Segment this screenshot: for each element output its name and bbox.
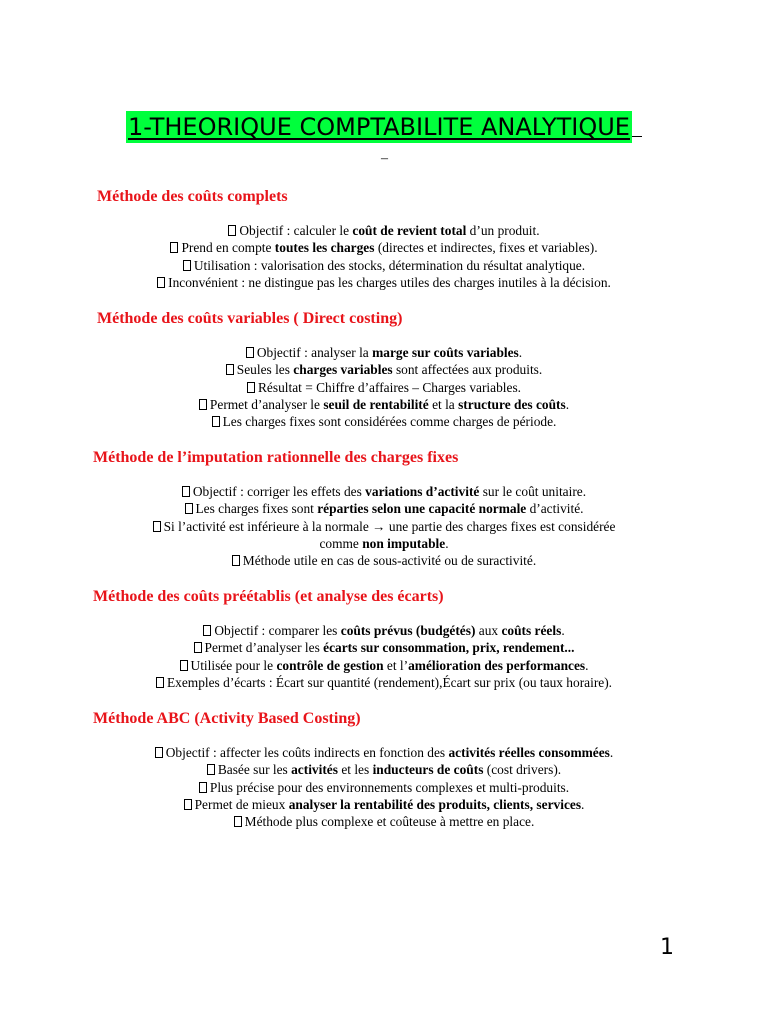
bold-text: coût de revient total: [352, 223, 467, 238]
bullet-box-icon: [156, 677, 164, 688]
list-item: [0, 379, 768, 396]
bullet-box-icon: [203, 625, 211, 636]
bold-text: marge sur coûts variables: [372, 345, 519, 360]
list-item: [0, 274, 768, 291]
text: Les charges fixes sont considérées comme charges de période.: [222, 414, 557, 430]
bullet-box-icon: [207, 764, 215, 775]
text: Permet d’analyser le: [209, 396, 324, 412]
text: Inconvénient : ne distingue pas les charges utiles des charges inutiles à la décision.: [168, 274, 611, 290]
text: d’activité.: [526, 501, 584, 517]
bullet-box-icon: [199, 782, 207, 793]
bullet-box-icon: [155, 747, 163, 758]
text: sur le coût unitaire.: [479, 484, 587, 499]
bullet-box-icon: [234, 816, 242, 827]
bold-text: seuil de rentabilité: [323, 396, 429, 412]
text: Méthode plus complexe et coûteuse à mettre en place.: [244, 814, 535, 830]
list-item: [0, 761, 768, 778]
bullet-box-icon: [194, 642, 202, 653]
section-heading-couts-complets: Méthode des coûts complets: [97, 188, 288, 205]
section-body: [0, 744, 768, 830]
text: .: [585, 657, 589, 673]
bullet-box-icon: [157, 277, 165, 288]
text: Objectif : comparer les: [214, 623, 341, 638]
list-item: [0, 622, 768, 639]
bold-text: variations d’activité: [365, 484, 480, 499]
list-item: [0, 796, 768, 813]
list-item: [0, 413, 768, 430]
list-item: [0, 552, 768, 569]
text: .: [445, 535, 449, 551]
bullet-box-icon: [247, 382, 255, 393]
text: et la: [428, 396, 459, 412]
list-item: [0, 257, 768, 274]
bullet-box-icon: [228, 225, 236, 236]
section-body: [0, 483, 768, 569]
section-heading-couts-preetablis: Méthode des coûts préétablis (et analyse des écarts): [93, 588, 444, 605]
list-item: [0, 500, 768, 517]
page-number: 1: [660, 935, 674, 960]
text: sont affectées aux produits.: [392, 362, 543, 378]
bullet-box-icon: [153, 521, 161, 532]
bold-text: réparties selon une capacité normale: [317, 501, 527, 517]
list-item: [0, 657, 768, 674]
text: .: [581, 796, 585, 812]
section-body: [0, 344, 768, 430]
text: .: [561, 623, 565, 638]
text: .: [518, 345, 523, 360]
title-underline-tail: [632, 111, 642, 137]
bold-text: coûts réels: [501, 623, 562, 638]
text: Prend en compte: [181, 240, 275, 256]
text: Seules les: [236, 362, 294, 378]
list-item: [0, 674, 768, 691]
text: .: [565, 396, 570, 412]
section-heading-abc: Méthode ABC (Activity Based Costing): [93, 710, 361, 727]
bold-text: activités réelles consommées: [448, 745, 610, 760]
bold-text: non imputable: [362, 535, 446, 551]
bold-text: analyser la rentabilité des produits, clients, services: [288, 796, 582, 812]
text: Basée sur les: [217, 762, 292, 778]
bullet-box-icon: [185, 503, 193, 514]
list-item: [0, 361, 768, 378]
section-heading-imputation-rationnelle: Méthode de l’imputation rationnelle des charges fixes: [93, 449, 459, 466]
text: Permet de mieux: [194, 796, 289, 812]
section-body: [0, 222, 768, 291]
text: Exemples d’écarts : Écart sur quantité (rendement),Écart sur prix (ou taux horaire).: [166, 674, 613, 690]
bold-text: toutes les charges: [274, 240, 375, 256]
page-title: 1-THEORIQUE COMPTABILITE ANALYTIQUE: [128, 113, 630, 141]
bullet-box-icon: [246, 347, 254, 358]
text: .: [609, 745, 614, 760]
list-item: [0, 779, 768, 796]
list-item: [0, 813, 768, 830]
text: (cost drivers).: [483, 762, 562, 778]
text: et l’: [383, 657, 409, 673]
bullet-box-icon: [180, 660, 188, 671]
text: Les charges fixes sont: [195, 501, 318, 517]
list-item: [0, 744, 768, 761]
text: Résultat = Chiffre d’affaires – Charges variables.: [257, 379, 521, 395]
text: Méthode utile en cas de sous-activité ou de suractivité.: [242, 553, 537, 569]
bullet-box-icon: [184, 799, 192, 810]
text: Utilisée pour le: [190, 657, 277, 673]
bold-text: structure des coûts: [458, 396, 566, 412]
bold-text: contrôle de gestion: [276, 657, 384, 673]
list-item: [0, 239, 768, 256]
section-heading-couts-variables: Méthode des coûts variables ( Direct costing): [97, 310, 403, 327]
bullet-box-icon: [183, 260, 191, 271]
text: Objectif : affecter les coûts indirects en fonction des: [165, 745, 449, 760]
bold-text: charges variables: [293, 362, 393, 378]
text: Objectif : corriger les effets des: [192, 484, 366, 499]
text: comme: [319, 535, 363, 551]
bullet-box-icon: [226, 364, 234, 375]
list-item: [0, 344, 768, 361]
list-item: [0, 518, 768, 535]
text: Utilisation : valorisation des stocks, détermination du résultat analytique.: [193, 257, 586, 273]
bold-text: activités: [291, 762, 338, 778]
text: d’un produit.: [466, 223, 540, 238]
text: Si l’activité est inférieure à la normale → une partie des charges fixes est considérée: [163, 518, 616, 534]
bold-text: inducteurs de coûts: [372, 762, 484, 778]
bold-text: amélioration des performances: [408, 657, 586, 673]
list-item: [0, 483, 768, 500]
text: (directes et indirectes, fixes et variables).: [374, 240, 598, 256]
list-item: [0, 639, 768, 656]
text: aux: [475, 623, 502, 638]
bullet-box-icon: [212, 416, 220, 427]
section-body: [0, 622, 768, 691]
text: Objectif : calculer le: [239, 223, 353, 238]
bullet-box-icon: [170, 242, 178, 253]
list-item: [0, 396, 768, 413]
list-item: [0, 535, 768, 552]
text: Plus précise pour des environnements complexes et multi-produits.: [209, 779, 570, 795]
bullet-box-icon: [182, 486, 190, 497]
text: Permet d’analyser les: [204, 640, 324, 656]
bold-text: écarts sur consommation, prix, rendement...: [323, 640, 575, 656]
subtitle-dash: –: [381, 151, 388, 166]
list-item: [0, 222, 768, 239]
bullet-box-icon: [232, 555, 240, 566]
title-wrap: [0, 111, 768, 143]
text: et les: [337, 762, 373, 778]
bold-text: coûts prévus (budgétés): [340, 623, 476, 638]
text: Objectif : analyser la: [256, 345, 373, 360]
bullet-box-icon: [199, 399, 207, 410]
